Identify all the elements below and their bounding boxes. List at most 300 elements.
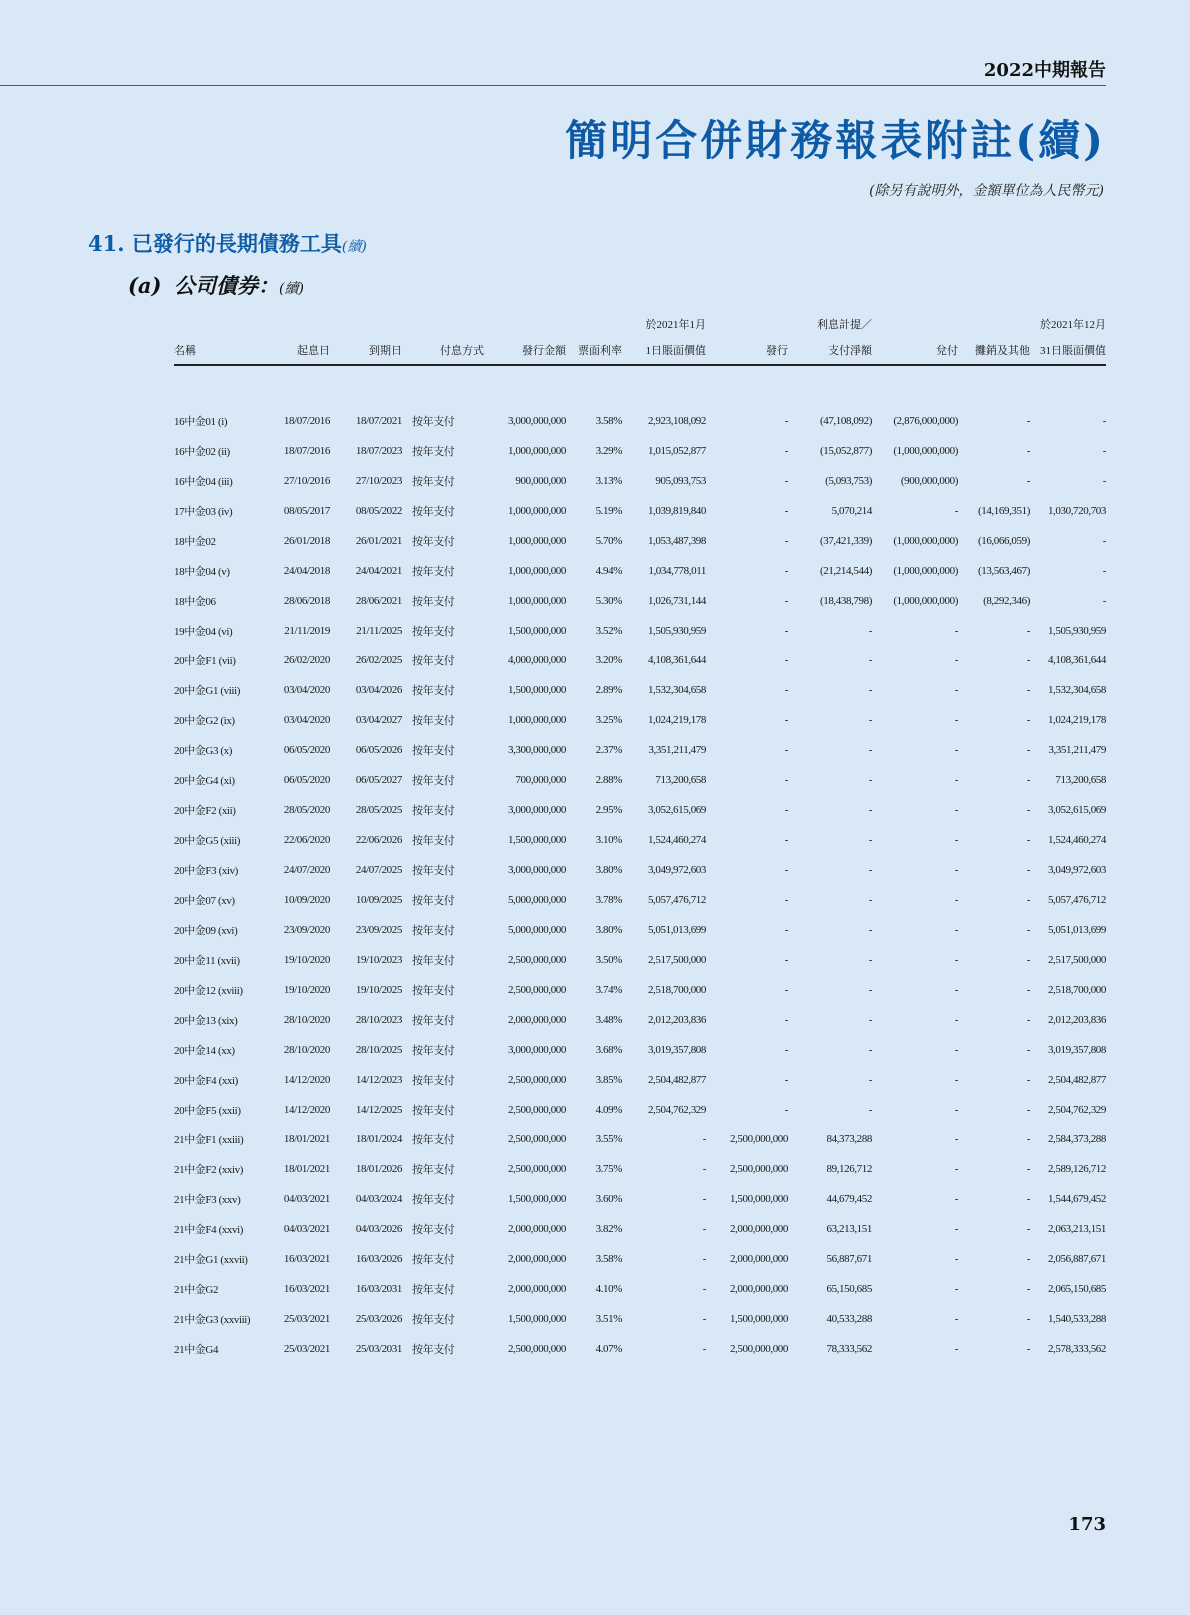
coupon-rate-cell: 3.51% (595, 1313, 622, 1326)
payment-method-cell: 按年支付 (412, 535, 455, 548)
maturity-date-cell: 27/10/2023 (355, 474, 402, 487)
coupon-rate-cell: 3.58% (595, 414, 622, 427)
opening-value-cell: 2,923,108,092 (647, 414, 706, 427)
coupon-rate-cell: 3.58% (595, 1253, 622, 1266)
table-row (174, 526, 1106, 556)
amortization-other-cell: - (1026, 654, 1030, 667)
interest-net-cell: 89,126,712 (826, 1163, 872, 1176)
issued-amount-cell: - (784, 1043, 788, 1056)
closing-value-cell: 2,012,203,836 (1047, 1013, 1106, 1026)
issued-amount-cell: - (784, 504, 788, 517)
payment-method-cell: 按年支付 (412, 625, 455, 638)
bond-name-cell: 20中金G2 (ix) (174, 715, 235, 728)
section-heading (88, 228, 367, 258)
opening-value-cell: 3,049,972,603 (647, 864, 706, 877)
opening-value-cell: 1,039,819,840 (647, 504, 706, 517)
start-date-cell: 19/10/2020 (283, 983, 330, 996)
redeemed-amount-cell: (2,876,000,000) (893, 414, 958, 427)
closing-value-cell: 2,584,373,288 (1047, 1133, 1106, 1146)
maturity-date-cell: 14/12/2025 (355, 1103, 402, 1116)
opening-value-cell: 1,053,487,398 (647, 534, 706, 547)
closing-value-cell: 1,024,219,178 (1047, 714, 1106, 727)
bond-name-cell: 21中金F3 (xxv) (174, 1194, 241, 1207)
issue-amount-cell: 1,000,000,000 (507, 534, 566, 547)
payment-method-cell: 按年支付 (412, 775, 455, 788)
maturity-date-cell: 18/07/2023 (355, 444, 402, 457)
redeemed-amount-cell: - (954, 953, 958, 966)
issue-amount-cell: 3,000,000,000 (507, 414, 566, 427)
maturity-date-cell: 26/02/2025 (355, 654, 402, 667)
table-row (174, 675, 1106, 705)
bond-name-cell: 18中金04 (v) (174, 565, 230, 578)
table-spacer (174, 365, 1106, 406)
start-date-cell: 25/03/2021 (283, 1343, 330, 1356)
issued-amount-cell: - (784, 804, 788, 817)
table-row (174, 1214, 1106, 1244)
table-row (174, 496, 1106, 526)
issued-amount-cell: 2,000,000,000 (729, 1223, 788, 1236)
col-start-date: 起息日 (266, 312, 330, 365)
bond-name-cell: 16中金01 (i) (174, 415, 228, 428)
table-row (174, 1005, 1106, 1035)
redeemed-amount-cell: - (954, 1313, 958, 1326)
maturity-date-cell: 18/01/2026 (355, 1163, 402, 1176)
payment-method-cell: 按年支付 (412, 505, 455, 518)
start-date-cell: 24/07/2020 (283, 864, 330, 877)
bond-name-cell: 21中金G3 (xxviii) (174, 1314, 251, 1327)
amortization-other-cell: - (1026, 983, 1030, 996)
issue-amount-cell: 1,000,000,000 (507, 594, 566, 607)
redeemed-amount-cell: - (954, 1163, 958, 1176)
page-title: 簡明合併財務報表附註(續) (565, 116, 1106, 165)
coupon-rate-cell: 5.19% (595, 504, 622, 517)
bond-name-cell: 20中金13 (xix) (174, 1014, 238, 1027)
opening-value-cell: 1,015,052,877 (647, 444, 706, 457)
start-date-cell: 28/10/2020 (283, 1013, 330, 1026)
issued-amount-cell: 2,500,000,000 (729, 1133, 788, 1146)
start-date-cell: 27/10/2016 (283, 474, 330, 487)
opening-value-cell: 2,504,762,329 (647, 1103, 706, 1116)
issued-amount-cell: - (784, 983, 788, 996)
start-date-cell: 19/10/2020 (283, 953, 330, 966)
table-row (174, 915, 1106, 945)
closing-value-cell: 4,108,361,644 (1047, 654, 1106, 667)
issued-amount-cell: - (784, 1013, 788, 1026)
amortization-other-cell: - (1026, 1283, 1030, 1296)
payment-method-cell: 按年支付 (412, 415, 455, 428)
maturity-date-cell: 19/10/2025 (355, 983, 402, 996)
opening-value-cell: 4,108,361,644 (647, 654, 706, 667)
payment-method-cell: 按年支付 (412, 1194, 455, 1207)
unit-note: (除另有說明外，金額單位為人民幣元) (869, 183, 1104, 199)
opening-value-cell: 1,026,731,144 (647, 594, 706, 607)
page-number: 173 (1068, 1514, 1106, 1535)
table-row (174, 765, 1106, 795)
opening-value-cell: 3,052,615,069 (647, 804, 706, 817)
closing-value-cell: 2,518,700,000 (1047, 983, 1106, 996)
interest-net-cell: - (868, 893, 872, 906)
coupon-rate-cell: 3.29% (595, 444, 622, 457)
coupon-rate-cell: 3.20% (595, 654, 622, 667)
payment-method-cell: 按年支付 (412, 685, 455, 698)
opening-value-cell: - (702, 1193, 706, 1206)
coupon-rate-cell: 3.80% (595, 923, 622, 936)
opening-value-cell: - (702, 1223, 706, 1236)
table-row (174, 1334, 1106, 1364)
payment-method-cell: 按年支付 (412, 1314, 455, 1327)
issue-amount-cell: 1,500,000,000 (507, 834, 566, 847)
coupon-rate-cell: 3.55% (595, 1133, 622, 1146)
closing-value-cell: 2,063,213,151 (1047, 1223, 1106, 1236)
col-redeemed: 兌付 (872, 312, 958, 365)
table-row (174, 705, 1106, 735)
interest-net-cell: - (868, 1013, 872, 1026)
amortization-other-cell: - (1026, 1343, 1030, 1356)
issued-amount-cell: 1,500,000,000 (729, 1313, 788, 1326)
interest-net-cell: 56,887,671 (826, 1253, 872, 1266)
table-row (174, 646, 1106, 676)
coupon-rate-cell: 4.07% (595, 1343, 622, 1356)
issued-amount-cell: - (784, 923, 788, 936)
interest-net-cell: - (868, 774, 872, 787)
redeemed-amount-cell: - (954, 744, 958, 757)
issued-amount-cell: - (784, 953, 788, 966)
issued-amount-cell: 2,000,000,000 (729, 1283, 788, 1296)
opening-value-cell: 713,200,658 (655, 774, 706, 787)
bond-name-cell: 21中金G4 (174, 1344, 219, 1357)
coupon-rate-cell: 3.50% (595, 953, 622, 966)
interest-net-cell: - (868, 684, 872, 697)
interest-net-cell: - (868, 983, 872, 996)
interest-net-cell: - (868, 714, 872, 727)
bond-name-cell: 21中金F2 (xxiv) (174, 1164, 244, 1177)
closing-value-cell: 2,504,482,877 (1047, 1073, 1106, 1086)
opening-value-cell: - (702, 1313, 706, 1326)
maturity-date-cell: 18/01/2024 (355, 1133, 402, 1146)
opening-value-cell: 3,351,211,479 (648, 744, 706, 757)
col-maturity-date: 到期日 (330, 312, 402, 365)
interest-net-cell: - (868, 953, 872, 966)
bond-name-cell: 20中金F4 (xxi) (174, 1074, 238, 1087)
redeemed-amount-cell: - (954, 893, 958, 906)
report-label: 2022中期報告 (983, 60, 1106, 81)
amortization-other-cell: (8,292,346) (983, 594, 1030, 607)
interest-net-cell: (21,214,544) (819, 564, 872, 577)
bond-name-cell: 20中金07 (xv) (174, 894, 235, 907)
bond-name-cell: 20中金F3 (xiv) (174, 865, 238, 878)
col-interest-net: 利息計提／ 支付淨額 (788, 312, 872, 365)
issue-amount-cell: 1,500,000,000 (507, 1313, 566, 1326)
issue-amount-cell: 2,000,000,000 (507, 1283, 566, 1296)
issue-amount-cell: 700,000,000 (515, 774, 566, 787)
amortization-other-cell: (14,169,351) (977, 504, 1030, 517)
start-date-cell: 26/02/2020 (283, 654, 330, 667)
table-row (174, 556, 1106, 586)
issue-amount-cell: 2,000,000,000 (507, 1253, 566, 1266)
coupon-rate-cell: 4.09% (595, 1103, 622, 1116)
table-row (174, 855, 1106, 885)
start-date-cell: 10/09/2020 (283, 893, 330, 906)
issue-amount-cell: 2,000,000,000 (507, 1223, 566, 1236)
coupon-rate-cell: 3.74% (595, 983, 622, 996)
col-issued: 發行 (706, 312, 788, 365)
table-row (174, 466, 1106, 496)
coupon-rate-cell: 2.88% (595, 774, 622, 787)
amortization-other-cell: - (1026, 1313, 1030, 1326)
table-row (174, 1244, 1106, 1274)
closing-value-cell: 2,056,887,671 (1047, 1253, 1106, 1266)
payment-method-cell: 按年支付 (412, 984, 455, 997)
opening-value-cell: 905,093,753 (655, 474, 706, 487)
bond-name-cell: 21中金F1 (xxiii) (174, 1134, 244, 1147)
start-date-cell: 28/06/2018 (283, 594, 330, 607)
maturity-date-cell: 24/07/2025 (355, 864, 402, 877)
amortization-other-cell: - (1026, 864, 1030, 877)
issued-amount-cell: - (784, 893, 788, 906)
issue-amount-cell: 2,500,000,000 (507, 953, 566, 966)
issue-amount-cell: 1,000,000,000 (507, 504, 566, 517)
redeemed-amount-cell: (1,000,000,000) (893, 534, 958, 547)
opening-value-cell: 3,019,357,808 (647, 1043, 706, 1056)
table-row (174, 1035, 1106, 1065)
start-date-cell: 03/04/2020 (283, 714, 330, 727)
amortization-other-cell: (13,563,467) (977, 564, 1030, 577)
opening-value-cell: 2,012,203,836 (647, 1013, 706, 1026)
bond-name-cell: 20中金F1 (vii) (174, 655, 236, 668)
start-date-cell: 22/06/2020 (283, 834, 330, 847)
issue-amount-cell: 5,000,000,000 (507, 923, 566, 936)
issued-amount-cell: - (784, 864, 788, 877)
interest-net-cell: 5,070,214 (831, 504, 872, 517)
maturity-date-cell: 06/05/2026 (355, 744, 402, 757)
table-header-row (174, 312, 1106, 365)
issue-amount-cell: 2,500,000,000 (507, 983, 566, 996)
table-row (174, 1095, 1106, 1125)
table-row (174, 586, 1106, 616)
coupon-rate-cell: 2.37% (595, 744, 622, 757)
interest-net-cell: 78,333,562 (826, 1343, 872, 1356)
payment-method-cell: 按年支付 (412, 1074, 455, 1087)
start-date-cell: 16/03/2021 (283, 1253, 330, 1266)
table-row (174, 945, 1106, 975)
table-body (174, 365, 1106, 1364)
opening-value-cell: 1,034,778,011 (648, 564, 706, 577)
opening-value-cell: 1,524,460,274 (647, 834, 706, 847)
maturity-date-cell: 21/11/2025 (356, 624, 402, 637)
col-amortization-other: 攤銷及其他 (958, 312, 1030, 365)
maturity-date-cell: 04/03/2026 (355, 1223, 402, 1236)
opening-value-cell: 2,517,500,000 (647, 953, 706, 966)
maturity-date-cell: 18/07/2021 (355, 414, 402, 427)
redeemed-amount-cell: - (954, 1223, 958, 1236)
closing-value-cell: 3,019,357,808 (1047, 1043, 1106, 1056)
payment-method-cell: 按年支付 (412, 835, 455, 848)
bond-name-cell: 21中金F4 (xxvi) (174, 1224, 244, 1237)
issue-amount-cell: 3,000,000,000 (507, 804, 566, 817)
issued-amount-cell: - (784, 414, 788, 427)
amortization-other-cell: - (1026, 624, 1030, 637)
start-date-cell: 24/04/2018 (283, 564, 330, 577)
interest-net-cell: (15,052,877) (819, 444, 872, 457)
closing-value-cell: - (1102, 444, 1106, 457)
payment-method-cell: 按年支付 (412, 1164, 455, 1177)
subsection-letter: (a) (128, 273, 162, 298)
issued-amount-cell: - (784, 774, 788, 787)
payment-method-cell: 按年支付 (412, 715, 455, 728)
maturity-date-cell: 10/09/2025 (355, 893, 402, 906)
redeemed-amount-cell: - (954, 1253, 958, 1266)
interest-net-cell: (5,093,753) (825, 474, 872, 487)
start-date-cell: 28/05/2020 (283, 804, 330, 817)
bonds-table (174, 312, 1106, 1364)
opening-value-cell: - (702, 1283, 706, 1296)
section-number: 41. (88, 231, 125, 256)
closing-value-cell: 2,589,126,712 (1047, 1163, 1106, 1176)
redeemed-amount-cell: - (954, 864, 958, 877)
bond-name-cell: 16中金02 (ii) (174, 445, 230, 458)
amortization-other-cell: - (1026, 1043, 1030, 1056)
start-date-cell: 04/03/2021 (283, 1193, 330, 1206)
amortization-other-cell: - (1026, 953, 1030, 966)
start-date-cell: 14/12/2020 (283, 1103, 330, 1116)
issue-amount-cell: 1,500,000,000 (507, 1193, 566, 1206)
coupon-rate-cell: 3.25% (595, 714, 622, 727)
start-date-cell: 18/07/2016 (283, 414, 330, 427)
redeemed-amount-cell: - (954, 1043, 958, 1056)
coupon-rate-cell: 4.10% (595, 1283, 622, 1296)
payment-method-cell: 按年支付 (412, 1254, 455, 1267)
issue-amount-cell: 1,000,000,000 (507, 714, 566, 727)
issue-amount-cell: 1,000,000,000 (507, 444, 566, 457)
opening-value-cell: - (702, 1163, 706, 1176)
table-row (174, 825, 1106, 855)
maturity-date-cell: 16/03/2031 (355, 1283, 402, 1296)
amortization-other-cell: - (1026, 1223, 1030, 1236)
start-date-cell: 14/12/2020 (283, 1073, 330, 1086)
table-row (174, 885, 1106, 915)
redeemed-amount-cell: - (954, 923, 958, 936)
interest-net-cell: (18,438,798) (819, 594, 872, 607)
issued-amount-cell: - (784, 594, 788, 607)
redeemed-amount-cell: - (954, 1013, 958, 1026)
maturity-date-cell: 23/09/2025 (355, 923, 402, 936)
closing-value-cell: 3,351,211,479 (1048, 744, 1106, 757)
interest-net-cell: - (868, 654, 872, 667)
redeemed-amount-cell: - (954, 1283, 958, 1296)
start-date-cell: 18/01/2021 (283, 1163, 330, 1176)
coupon-rate-cell: 3.52% (595, 624, 622, 637)
header-divider (0, 85, 1106, 86)
subsection-continued: (續) (279, 281, 304, 297)
coupon-rate-cell: 3.13% (595, 474, 622, 487)
bond-name-cell: 16中金04 (iii) (174, 475, 233, 488)
opening-value-cell: 1,532,304,658 (647, 684, 706, 697)
table-row (174, 436, 1106, 466)
maturity-date-cell: 08/05/2022 (355, 504, 402, 517)
payment-method-cell: 按年支付 (412, 595, 455, 608)
closing-value-cell: 2,517,500,000 (1047, 953, 1106, 966)
interest-net-cell: - (868, 624, 872, 637)
closing-value-cell: 1,030,720,703 (1047, 504, 1106, 517)
opening-value-cell: 2,504,482,877 (647, 1073, 706, 1086)
payment-method-cell: 按年支付 (412, 894, 455, 907)
closing-value-cell: - (1102, 594, 1106, 607)
start-date-cell: 18/07/2016 (283, 444, 330, 457)
table-row (174, 1125, 1106, 1155)
interest-net-cell: - (868, 864, 872, 877)
bond-name-cell: 18中金06 (174, 595, 216, 608)
start-date-cell: 28/10/2020 (283, 1043, 330, 1056)
interest-net-cell: - (868, 923, 872, 936)
bond-name-cell: 19中金04 (vi) (174, 625, 233, 638)
col-opening-value: 於2021年1月 1日賬面價值 (622, 312, 706, 365)
col-payment-method: 付息方式 (402, 312, 484, 365)
redeemed-amount-cell: - (954, 834, 958, 847)
issue-amount-cell: 3,000,000,000 (507, 1043, 566, 1056)
issue-amount-cell: 2,000,000,000 (507, 1013, 566, 1026)
opening-value-cell: - (702, 1133, 706, 1146)
start-date-cell: 03/04/2020 (283, 684, 330, 697)
payment-method-cell: 按年支付 (412, 445, 455, 458)
payment-method-cell: 按年支付 (412, 1014, 455, 1027)
redeemed-amount-cell: - (954, 654, 958, 667)
maturity-date-cell: 06/05/2027 (355, 774, 402, 787)
bond-name-cell: 20中金12 (xviii) (174, 984, 243, 997)
amortization-other-cell: - (1026, 834, 1030, 847)
closing-value-cell: - (1102, 564, 1106, 577)
table-row (174, 1274, 1106, 1304)
maturity-date-cell: 04/03/2024 (355, 1193, 402, 1206)
col-closing-value: 於2021年12月 31日賬面價值 (1030, 312, 1106, 365)
closing-value-cell: 1,544,679,452 (1047, 1193, 1106, 1206)
coupon-rate-cell: 3.10% (595, 834, 622, 847)
issue-amount-cell: 2,500,000,000 (507, 1103, 566, 1116)
subsection-heading (128, 270, 304, 300)
issued-amount-cell: - (784, 444, 788, 457)
opening-value-cell: 1,024,219,178 (647, 714, 706, 727)
payment-method-cell: 按年支付 (412, 1284, 455, 1297)
table-row (174, 616, 1106, 646)
issued-amount-cell: 2,500,000,000 (729, 1343, 788, 1356)
closing-value-cell: 1,524,460,274 (1047, 834, 1106, 847)
opening-value-cell: 2,518,700,000 (647, 983, 706, 996)
coupon-rate-cell: 4.94% (595, 564, 622, 577)
interest-net-cell: 44,679,452 (826, 1193, 872, 1206)
start-date-cell: 06/05/2020 (283, 774, 330, 787)
issued-amount-cell: - (784, 714, 788, 727)
maturity-date-cell: 19/10/2023 (355, 953, 402, 966)
closing-value-cell: 1,540,533,288 (1047, 1313, 1106, 1326)
issue-amount-cell: 3,000,000,000 (507, 864, 566, 877)
amortization-other-cell: - (1026, 474, 1030, 487)
amortization-other-cell: - (1026, 714, 1030, 727)
payment-method-cell: 按年支付 (412, 924, 455, 937)
redeemed-amount-cell: - (954, 1343, 958, 1356)
redeemed-amount-cell: - (954, 684, 958, 697)
bond-name-cell: 20中金G5 (xiii) (174, 835, 240, 848)
table-row (174, 735, 1106, 765)
issued-amount-cell: - (784, 1073, 788, 1086)
closing-value-cell: 1,532,304,658 (1047, 684, 1106, 697)
payment-method-cell: 按年支付 (412, 1134, 455, 1147)
payment-method-cell: 按年支付 (412, 745, 455, 758)
payment-method-cell: 按年支付 (412, 1104, 455, 1117)
closing-value-cell: 2,578,333,562 (1047, 1343, 1106, 1356)
coupon-rate-cell: 2.95% (595, 804, 622, 817)
start-date-cell: 18/01/2021 (283, 1133, 330, 1146)
maturity-date-cell: 25/03/2031 (355, 1343, 402, 1356)
bond-name-cell: 17中金03 (iv) (174, 505, 233, 518)
